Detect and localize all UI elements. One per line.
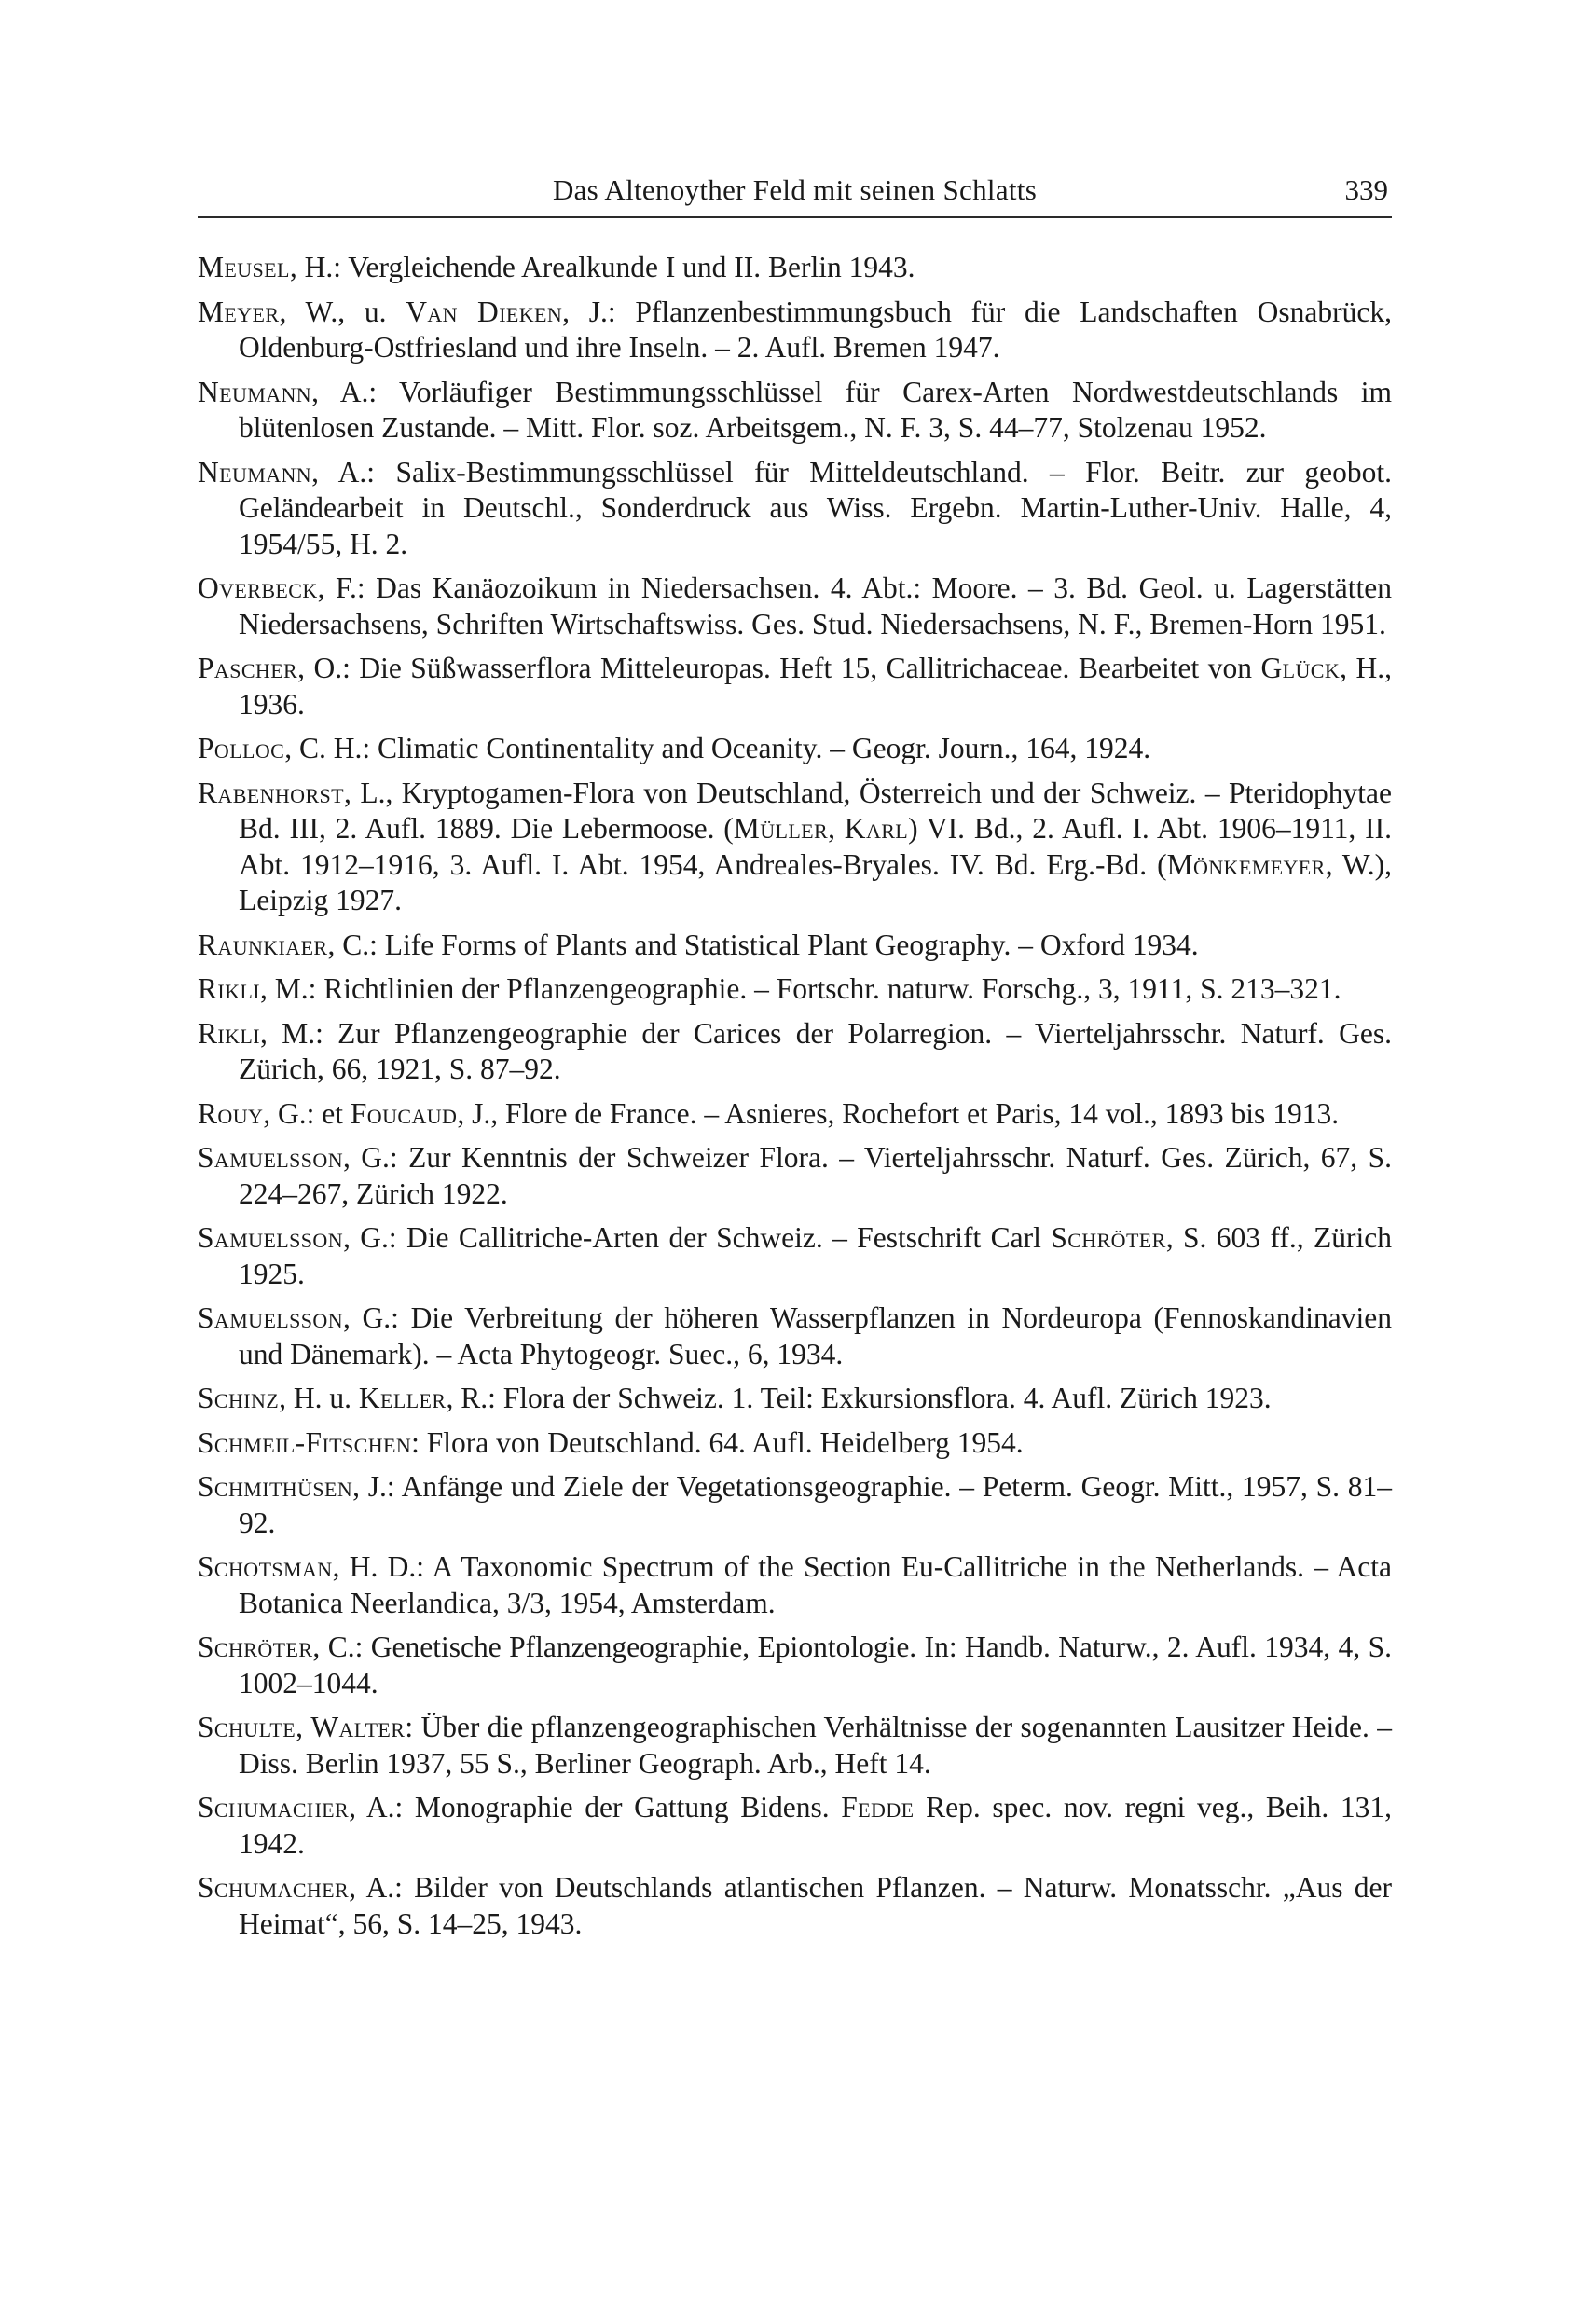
reference-entry — [198, 776, 1392, 919]
reference-text: , A.: Bilder von Deutschlands atlantischen Pflanzen. – Naturw. Monatsschr. „Aus der Heimat“, 56, S. 14–25, 1943. — [239, 1871, 1392, 1940]
reference-author: Rikli — [198, 972, 260, 1005]
reference-author: Foucaud — [350, 1096, 458, 1130]
reference-author: Raunkiaer — [198, 928, 328, 961]
reference-list — [198, 250, 1392, 1950]
reference-author: Samuelsson — [198, 1141, 343, 1174]
reference-author: Rikli — [198, 1016, 260, 1050]
reference-text: , M.: Richtlinien der Pflanzengeographie. – Fortschr. naturw. Forschg., 3, 1911, S. 213–321. — [260, 972, 1341, 1005]
reference-author: Schröter — [198, 1631, 313, 1663]
reference-author: Schmeil-Fitschen — [198, 1425, 412, 1459]
reference-author: Rouy — [198, 1096, 264, 1130]
page-number: 339 — [1344, 173, 1388, 206]
reference-entry — [198, 1549, 1392, 1621]
reference-text: , A.: Monographie der Gattung Bidens. — [349, 1791, 842, 1823]
reference-entry — [198, 375, 1392, 447]
reference-entry — [198, 1425, 1392, 1462]
reference-text: , W.), Leipzig 1927. — [239, 847, 1393, 916]
reference-text: ) VI. Bd., 2. Aufl. I. Abt. 1906–1911, II. Abt. 1912–1916, 3. Aufl. I. Abt. 1954, Andreales-Bryales. IV. Bd. Erg.-Bd. ( — [239, 812, 1392, 881]
reference-author: Fedde — [841, 1791, 915, 1823]
reference-author: Schumacher — [198, 1791, 350, 1823]
reference-text: , G.: Die Verbreitung der höheren Wasserpflanzen in Nordeuropa (Fennoskandinavien und Dänemark). – Acta Phytogeogr. Suec., 6, 1934. — [239, 1301, 1392, 1370]
page-header — [198, 170, 1392, 218]
reference-entry — [198, 651, 1392, 722]
reference-text: , R.: Flora der Schweiz. 1. Teil: Exkursionsflora. 4. Aufl. Zürich 1923. — [446, 1382, 1272, 1414]
reference-author: Neumann — [198, 455, 312, 489]
reference-text: , A.: Vorläufiger Bestimmungsschlüssel für Carex-Arten Nordwestdeutschlands im blütenlosen Zustande. – Mitt. Flor. soz. Arbeitsgem., N. F. 3, S. 44–77, Stolzenau 1952. — [239, 375, 1392, 444]
reference-text: , L., Kryptogamen-Flora von Deutschland, Österreich und der Schweiz. – Pteridophytae Bd. III, 2. Aufl. 1889. Die Lebermoose. ( — [239, 776, 1392, 845]
reference-author: Rabenhorst — [198, 776, 345, 809]
reference-text: , G.: Die Callitriche-Arten der Schweiz. – Festschrift Carl — [342, 1221, 1052, 1254]
reference-entry — [198, 1140, 1392, 1212]
reference-entry — [198, 1220, 1392, 1292]
reference-entry — [198, 250, 1392, 286]
reference-text: , — [296, 1711, 311, 1743]
reference-entry — [198, 1630, 1392, 1701]
reference-author: Keller — [358, 1382, 447, 1414]
reference-text: , W., u. — [279, 295, 406, 328]
reference-entry — [198, 1096, 1392, 1133]
reference-text: , J., Flore de France. – Asnieres, Rochefort et Paris, 14 vol., 1893 bis 1913. — [457, 1096, 1340, 1130]
reference-text: , S. 603 ff., Zürich 1925. — [239, 1221, 1392, 1290]
reference-author: Pascher — [198, 652, 298, 684]
reference-entry — [198, 455, 1392, 563]
reference-text: , A.: Salix-Bestimmungsschlüssel für Mitteldeutschland. – Flor. Beitr. zur geobot. Geländearbeit in Deutschl., Sonderdruck aus Wiss. Ergebn. Martin-Luther-Univ. Halle, 4, 1954/55, H. 2. — [239, 455, 1392, 560]
reference-text: , O.: Die Süßwasserflora Mitteleuropas. Heft 15, Callitrichaceae. Bearbeitet von — [297, 652, 1261, 684]
reference-text: , G.: Zur Kenntnis der Schweizer Flora. – Vierteljahrsschr. Naturf. Ges. Zürich, 67, S. 224–267, Zürich 1922. — [239, 1141, 1392, 1210]
reference-author: Neumann — [198, 375, 312, 408]
reference-author: Schmithüsen — [198, 1470, 353, 1503]
reference-entry — [198, 1381, 1392, 1417]
reference-text: , H. u. — [279, 1382, 359, 1414]
reference-author: Polloc — [198, 732, 285, 764]
reference-author: Schumacher — [198, 1871, 350, 1904]
reference-text: , H., 1936. — [239, 652, 1392, 721]
reference-author: Glück — [1260, 652, 1341, 684]
reference-author: Schinz — [198, 1382, 280, 1414]
running-title: Das Altenoyther Feld mit seinen Schlatts — [552, 173, 1038, 206]
reference-entry — [198, 295, 1392, 366]
reference-entry — [198, 1870, 1392, 1942]
reference-entry — [198, 731, 1392, 767]
reference-text: , C.: Genetische Pflanzengeographie, Epiontologie. In: Handb. Naturw., 2. Aufl. 1934, 4, S. 1002–1044. — [239, 1631, 1392, 1700]
reference-author: Samuelsson — [198, 1301, 343, 1334]
reference-text: , J.: Anfänge und Ziele der Vegetationsgeographie. – Peterm. Geogr. Mitt., 1957, S. 81–92. — [239, 1470, 1392, 1539]
reference-text: : Flora von Deutschland. 64. Aufl. Heidelberg 1954. — [411, 1425, 1024, 1459]
reference-text: , C. H.: Climatic Continentality and Oceanity. – Geogr. Journ., 164, 1924. — [284, 732, 1151, 764]
reference-author: Karl — [844, 812, 909, 845]
reference-author: Schröter — [1051, 1221, 1166, 1254]
reference-author: Samuelsson — [198, 1221, 343, 1254]
reference-author: Van Dieken — [406, 295, 563, 328]
reference-author: Walter — [310, 1711, 406, 1743]
reference-author: Overbeck — [198, 571, 318, 604]
reference-entry — [198, 1300, 1392, 1372]
reference-entry — [198, 928, 1392, 964]
reference-entry — [198, 1790, 1392, 1862]
reference-author: Meyer — [198, 295, 280, 328]
reference-entry — [198, 1710, 1392, 1782]
reference-entry — [198, 571, 1392, 642]
reference-text: , J.: Pflanzenbestimmungsbuch für die Landschaften Osnabrück, Oldenburg-Ostfriesland und ihre Inseln. – 2. Aufl. Bremen 1947. — [239, 295, 1392, 364]
reference-text: , H.: Vergleichende Arealkunde I und II. Berlin 1943. — [289, 251, 915, 283]
reference-author: Schulte — [198, 1711, 296, 1743]
reference-text: , F.: Das Kanäozoikum in Niedersachsen. 4. Abt.: Moore. – 3. Bd. Geol. u. Lagerstätten Niedersachsens, Schriften Wirtschaftswiss. Ges. Stud. Niedersachsens, N. F., Bremen-Horn 1951. — [239, 571, 1392, 640]
reference-text: , M.: Zur Pflanzengeographie der Carices der Polarregion. – Vierteljahrsschr. Naturf. Ges. Zürich, 66, 1921, S. 87–92. — [239, 1016, 1392, 1085]
reference-author: Mönkemeyer — [1166, 847, 1326, 881]
reference-author: Schotsman — [198, 1550, 333, 1583]
reference-text: , H. D.: A Taxonomic Spectrum of the Section Eu-Callitriche in the Netherlands. – Acta Botanica Neerlandica, 3/3, 1954, Amsterdam. — [239, 1550, 1392, 1619]
reference-text: , C.: Life Forms of Plants and Statistical Plant Geography. – Oxford 1934. — [327, 928, 1199, 961]
reference-text: , — [828, 812, 845, 845]
reference-text: Rep. spec. nov. regni veg., Beih. 131, 1942. — [239, 1791, 1392, 1860]
reference-text: , G.: et — [263, 1096, 351, 1130]
reference-entry — [198, 971, 1392, 1008]
reference-author: Meusel — [198, 251, 290, 283]
reference-text: : Über die pflanzengeographischen Verhältnisse der sogenannten Lausitzer Heide. – Diss. Berlin 1937, 55 S., Berliner Geograph. Arb., Heft 14. — [239, 1711, 1393, 1780]
reference-entry — [198, 1469, 1392, 1541]
reference-author: Müller — [733, 812, 829, 845]
reference-entry — [198, 1016, 1392, 1088]
